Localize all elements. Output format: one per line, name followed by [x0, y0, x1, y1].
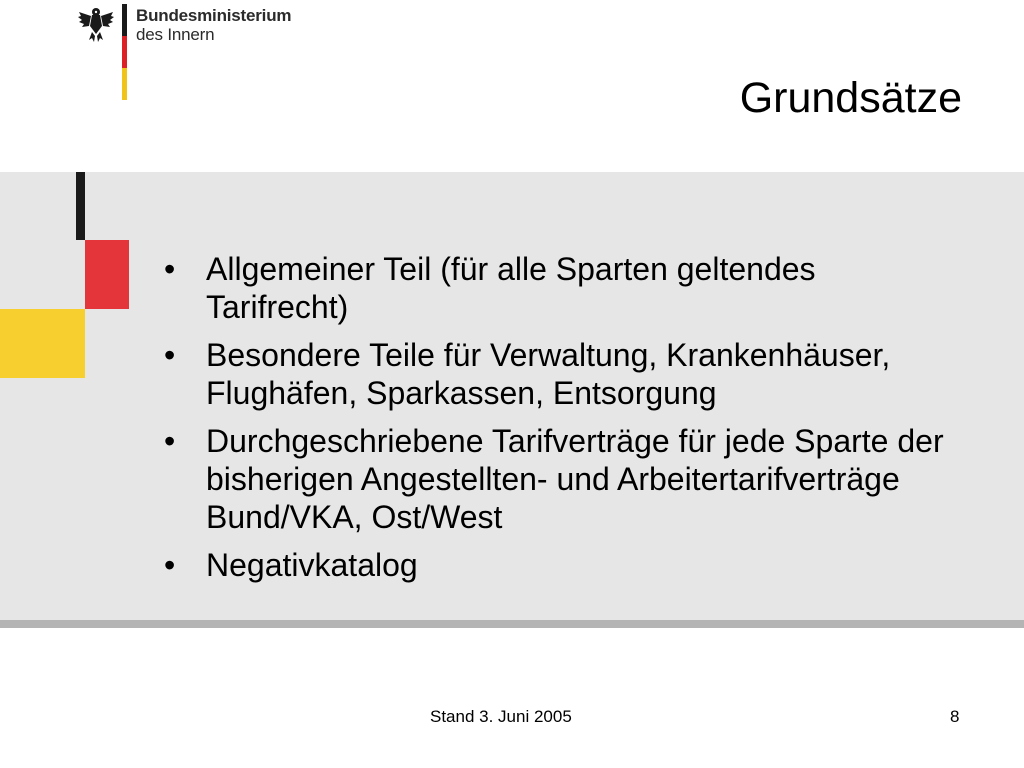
- page-number: 8: [950, 707, 960, 726]
- flag-stripe-red: [122, 36, 127, 68]
- bullet-text: Negativkatalog: [206, 547, 418, 583]
- bullet-item: [164, 250, 964, 326]
- ministry-name: [136, 6, 291, 44]
- federal-eagle-icon: [76, 4, 116, 44]
- decor-block-red: [85, 240, 129, 309]
- footer-date: Stand 3. Juni 2005: [430, 707, 572, 726]
- content-band-bottom-border: [0, 620, 1024, 628]
- bullet-item: [164, 546, 964, 584]
- flag-stripe-black: [122, 4, 127, 36]
- ministry-name-line2: des Innern: [136, 25, 215, 44]
- bullet-dot: •: [164, 337, 176, 373]
- slide-title: Grundsätze: [739, 74, 962, 122]
- bullet-item: [164, 422, 964, 536]
- flag-stripe-gold: [122, 68, 127, 100]
- ministry-name-line1: Bundesministerium: [136, 6, 292, 25]
- bullet-dot: •: [164, 423, 176, 459]
- bullet-list: [164, 250, 964, 594]
- decor-block-gold: [0, 309, 85, 378]
- bullet-dot: •: [164, 547, 176, 583]
- bullet-text: Allgemeiner Teil (für alle Sparten geltendes Tarifrecht): [206, 251, 816, 325]
- bullet-text: Besondere Teile für Verwaltung, Krankenhäuser, Flughäfen, Sparkassen, Entsorgung: [206, 337, 891, 411]
- bullet-dot: •: [164, 251, 176, 287]
- bullet-item: [164, 336, 964, 412]
- decor-block-black: [76, 172, 85, 240]
- ministry-logo: [76, 4, 336, 100]
- bullet-text: Durchgeschriebene Tarifverträge für jede Sparte der bisherigen Angestellten- und Arbeitertarifverträge Bund/VKA, Ost/West: [206, 423, 944, 535]
